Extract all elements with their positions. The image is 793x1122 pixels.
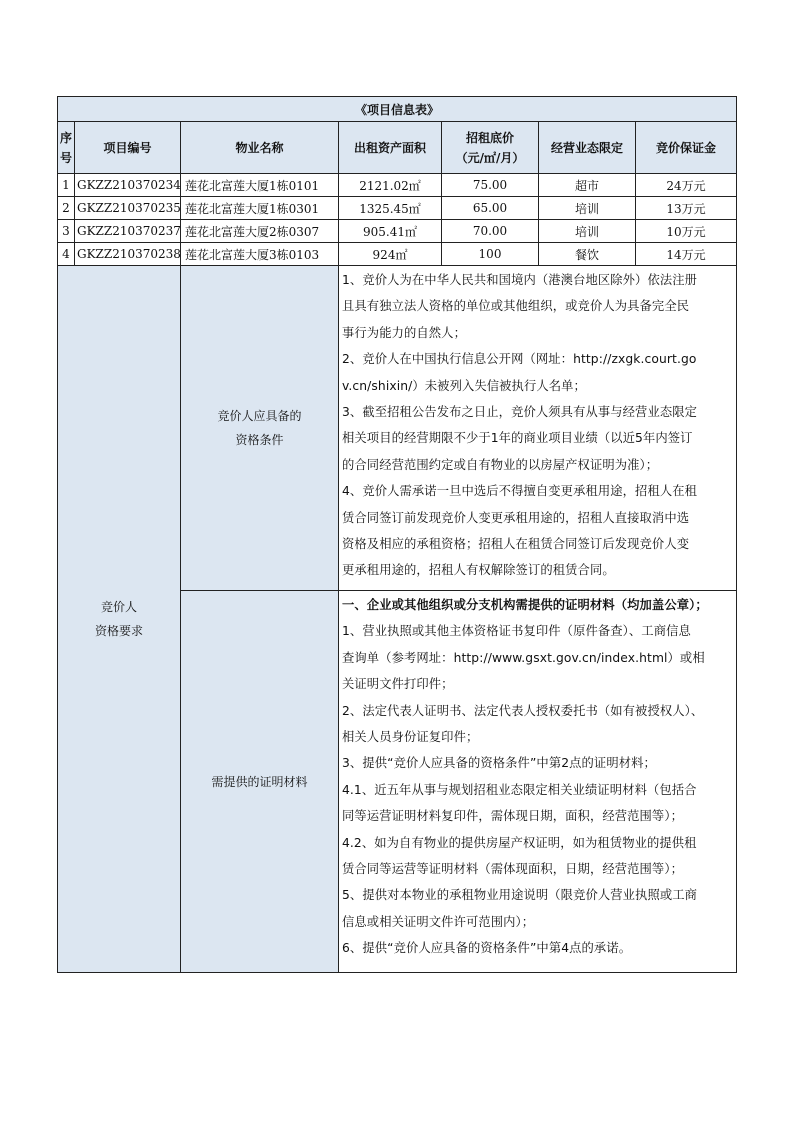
cell-property-name: 莲花北富莲大厦2栋0307 <box>181 220 339 243</box>
text-line: 相关项目的经营期限不少于1年的商业项目业绩（以近5年内签订 <box>342 431 693 446</box>
table-row <box>58 197 737 220</box>
cell-deposit: 13万元 <box>636 197 737 220</box>
text-line: 关证明文件打印件； <box>342 677 454 692</box>
cell-area: 1325.45㎡ <box>339 197 442 220</box>
cell-seq: 2 <box>58 197 75 220</box>
header-price-line1: 招租底价 <box>465 130 514 145</box>
header-area: 出租资产面积 <box>339 122 442 174</box>
cell-business-type: 餐饮 <box>539 243 636 266</box>
table-row <box>58 243 737 266</box>
cell-property-name: 莲花北富莲大厦1栋0301 <box>181 197 339 220</box>
cell-area: 905.41㎡ <box>339 220 442 243</box>
cell-price: 75.00 <box>442 174 539 197</box>
documents-label: 需提供的证明材料 <box>181 591 339 973</box>
header-deposit: 竞价保证金 <box>636 122 737 174</box>
text-line: 6、提供“竞价人应具备的资格条件”中第4点的承诺。 <box>342 941 632 956</box>
cell-seq: 3 <box>58 220 75 243</box>
cell-project-number: GKZZ210370235 <box>75 197 181 220</box>
header-seq-line1: 序 <box>60 130 73 145</box>
text-line: 的合同经营范围约定或自有物业的以房屋产权证明为准）； <box>342 457 659 472</box>
cell-area: 924㎡ <box>339 243 442 266</box>
text-line: 查询单（参考网址：http://www.gsxt.gov.cn/index.html）或相 <box>342 650 705 665</box>
table-row <box>58 220 737 243</box>
text-line: 更承租用途的，招租人有权解除签订的租赁合同。 <box>342 563 615 578</box>
cell-project-number: GKZZ210370234 <box>75 174 181 197</box>
header-business-type: 经营业态限定 <box>539 122 636 174</box>
bidder-requirements-line1: 竞价人 <box>100 600 137 614</box>
text-line: 相关人员身份证复印件； <box>342 730 479 745</box>
cell-seq: 4 <box>58 243 75 266</box>
text-line: 3、提供“竞价人应具备的资格条件”中第2点的证明材料； <box>342 756 656 771</box>
header-seq-line2: 号 <box>60 150 73 165</box>
bidder-requirements-line2: 资格要求 <box>94 624 143 638</box>
text-line: 2、竞价人在中国执行信息公开网（网址：http://zxgk.court.go <box>342 352 697 367</box>
text-line: 1、竞价人为在中华人民共和国境内（港澳台地区除外）依法注册 <box>342 273 698 287</box>
header-seq <box>58 122 75 174</box>
table-row <box>58 174 737 197</box>
text-line: 信息或相关证明文件许可范围内）； <box>342 914 535 929</box>
header-project-number: 项目编号 <box>75 122 181 174</box>
project-info-table <box>57 96 737 973</box>
cell-price: 70.00 <box>442 220 539 243</box>
text-line: 4.1、近五年从事与规划招租业态限定相关业绩证明材料（包括合 <box>342 782 697 797</box>
qualification-text <box>342 267 733 584</box>
cell-seq: 1 <box>58 174 75 197</box>
cell-deposit: 10万元 <box>636 220 737 243</box>
text-line: 3、截至招租公告发布之日止，竞价人须具有从事与经营业态限定 <box>342 405 698 420</box>
cell-price: 100 <box>442 243 539 266</box>
qualification-label <box>181 266 339 591</box>
header-property-name: 物业名称 <box>181 122 339 174</box>
text-line: 赁合同签订前发现竞价人变更承租用途的，招租人直接取消中选 <box>342 510 690 525</box>
text-line: 1、营业执照或其他主体资格证书复印件（原件备查）、工商信息 <box>342 624 691 639</box>
header-base-price <box>442 122 539 174</box>
text-line: v.cn/shixin/）未被列入失信被执行人名单； <box>342 378 586 393</box>
text-line: 5、提供对本物业的承租物业用途说明（限竞价人营业执照或工商 <box>342 888 698 903</box>
cell-project-number: GKZZ210370237 <box>75 220 181 243</box>
cell-business-type: 培训 <box>539 220 636 243</box>
cell-deposit: 24万元 <box>636 174 737 197</box>
qualification-label-line2: 资格条件 <box>235 433 284 447</box>
cell-price: 65.00 <box>442 197 539 220</box>
cell-project-number: GKZZ210370238 <box>75 243 181 266</box>
text-line: 事行为能力的自然人； <box>342 325 466 340</box>
cell-business-type: 培训 <box>539 197 636 220</box>
text-line: 且具有独立法人资格的单位或其他组织，或竞价人为具备完全民 <box>342 299 690 314</box>
qualification-label-line1: 竞价人应具备的 <box>217 409 302 423</box>
bidder-requirements-label <box>58 266 181 973</box>
text-line: 2、法定代表人证明书、法定代表人授权委托书（如有被授权人）、 <box>342 703 704 718</box>
qualification-row <box>58 266 737 591</box>
documents-content <box>339 591 737 973</box>
qualification-content <box>339 266 737 591</box>
text-line: 4.2、如为自有物业的提供房屋产权证明，如为租赁物业的提供租 <box>342 835 697 850</box>
cell-deposit: 14万元 <box>636 243 737 266</box>
header-price-line2: （元/㎡/月） <box>455 150 525 165</box>
cell-area: 2121.02㎡ <box>339 174 442 197</box>
text-line: 资格及相应的承租资格；招租人在租赁合同签订后发现竞价人变 <box>342 537 690 552</box>
documents-text <box>342 592 733 962</box>
table-title: 《项目信息表》 <box>58 97 737 122</box>
text-line: 4、竞价人需承诺一旦中选后不得擅自变更承租用途，招租人在租 <box>342 484 698 499</box>
cell-property-name: 莲花北富莲大厦3栋0103 <box>181 243 339 266</box>
text-line: 同等运营证明材料复印件，需体现日期，面积，经营范围等）； <box>342 809 683 824</box>
table-header-row <box>58 122 737 174</box>
text-line: 赁合同等运营等证明材料（需体现面积，日期，经营范围等）； <box>342 862 683 877</box>
cell-business-type: 超市 <box>539 174 636 197</box>
cell-property-name: 莲花北富莲大厦1栋0101 <box>181 174 339 197</box>
documents-heading: 一、企业或其他组织或分支机构需提供的证明材料（均加盖公章）； <box>342 598 708 612</box>
